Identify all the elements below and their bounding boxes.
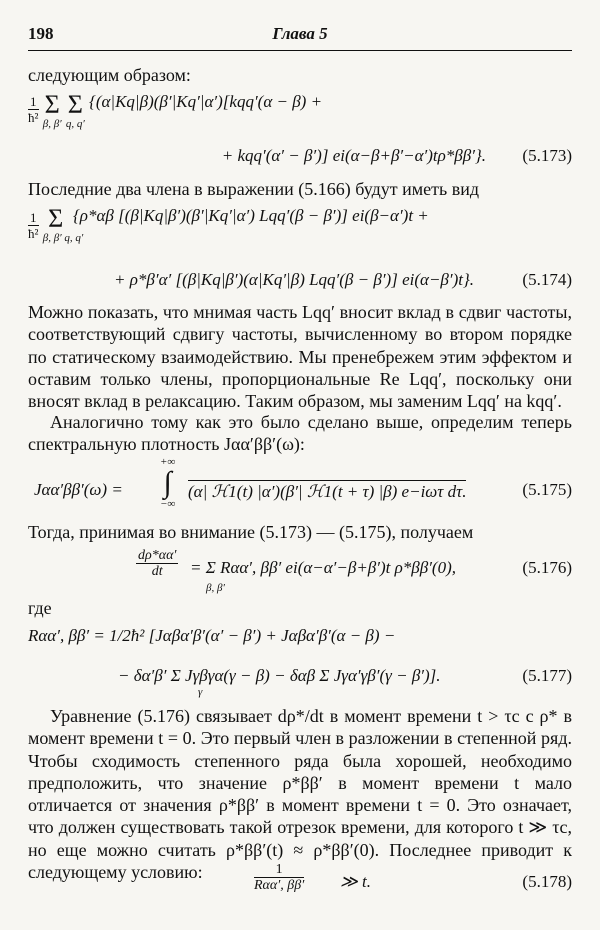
equation-number: (5.175) [522,480,572,499]
paragraph-last-terms: Последние два члена в выражении (5.166) будут иметь вид [28,179,480,199]
paragraph-spectral-density: Аналогично тому как это было сделано выше, определим теперь спектральную плотность Jαα′ββ′(ω): [28,412,572,455]
equation-5-177-line-1: Rαα′, ββ′ = 1/2ħ² [Jαβα′β′(α′ − β′) + Jαβα′β′(α − β) − [28,626,396,645]
equation-number: (5.174) [522,270,572,289]
page-number: 198 [28,24,54,43]
equation-number: (5.173) [522,146,572,165]
equation-5-173-line-1: $\frac{1}{\text{ħ²}}$ Σ β, β′ Σ q, q′ {(α|Kq|β)(β′|Kq′|α′)[kqq′(α − β) + [28,90,323,130]
equation-5-173-line-2: + kqq′(α′ − β′)] ei(α−β+β′−α′)tρ*ββ′}. (5.173) [221,146,572,165]
equation-number: (5.177) [522,666,572,685]
chapter-title: Глава 5 [272,24,328,43]
equation-5-174-line-1: $\frac{1}{\text{ħ²}}$ Σ β, β′ q, q′ {ρ*αβ [(β|Kq|β′)(β′|Kq′|α′) Lqq′(β − β′)] ei(β−α′)t + [28,204,429,244]
equation-5-176: $\frac{d\rho*\alpha\alpha'}{dt}$ = Σ Rαα′, ββ′ ei(α−α′−β+β′)t ρ*ββ′(0), β, β′ (5.176) [138,548,572,594]
equation-5-177-line-2: − δα′β′ Σ Jγβγα(γ − β) − δαβ Σ Jγα′γβ′(γ − β′)]. γ (5.177) [118,666,572,698]
paragraph-where: где [28,598,52,618]
equation-number: (5.178) [522,872,572,891]
paragraph-imaginary-part: Можно показать, что мнимая часть Lqq′ вносит вклад в сдвиг частоты, соответствующий сдвигу частоты, вычисленному во втором порядке по статическому взаимодействию. Мы пренебрежем этим эффектом и оставим только члены, пропорциональные Re Lqq′, поскольку они вносят вклад в релаксацию. Таким образом, мы заменим Lqq′ на kqq′. [28,302,572,412]
equation-number: (5.176) [522,558,572,577]
equation-5-175: Jαα′ββ′(ω) = +∞ ∫ −∞ (α| ℋ1(t) |α′)(β′| ℋ1(t + τ) |β) e−iωτ dτ. (5.175) [34,456,572,510]
paragraph-then: Тогда, принимая во внимание (5.173) — (5.175), получаем [28,522,474,542]
equation-5-174-line-2: + ρ*β′α′ [(β|Kq|β′)(α|Kq′|β) Lqq′(β − β′)] ei(α−β′)t}. (5.174) [114,270,572,289]
page-header [28,18,572,51]
equation-5-178: 1 Rαα′, ββ′ ≫ t. (5.178) [254,862,572,893]
paragraph-intro: следующим образом: [28,65,191,85]
paragraph-equation-links: Уравнение (5.176) связывает dρ*/dt в момент времени t > τc с ρ* в момент времени t = 0. Это первый член в разложении в степенной ряд. Чтобы сходимость степенного ряда была хорошей, необходимо предположить, что значение ρ*ββ′ в момент времени t мало отличается от значения ρ*ββ′ в момент времени t = 0. Это означает, что должен существовать такой отрезок времени, для которого t ≫ τc, но еще можно считать ρ*ββ′(t) ≈ ρ*ββ′(0). Последнее приводит к следующему условию: [28,706,572,883]
